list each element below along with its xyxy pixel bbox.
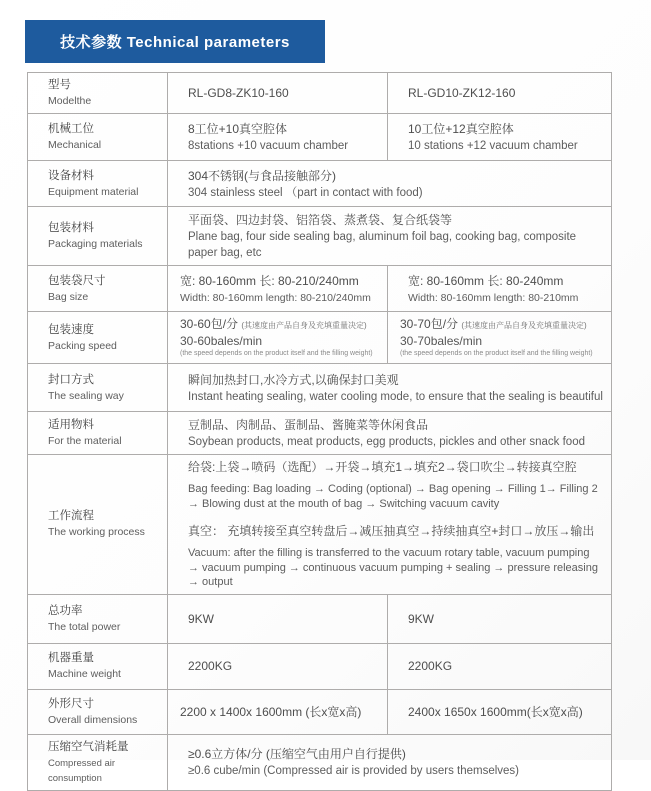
label-zh: 包装材料 (48, 222, 94, 234)
section-title: 技术参数 Technical parameters (60, 34, 290, 51)
table-row-bag-size (28, 266, 612, 312)
cell-machine-weight-b (388, 643, 612, 689)
speed-note-en: (the speed depends on the product itself and the filling weight) (400, 350, 593, 357)
parameters-table (27, 72, 612, 791)
value-line: RL-GD10-ZK12-160 (408, 86, 516, 100)
label-zh: 包装速度 (48, 323, 94, 336)
speed-note-en: (the speed depends on the product itself and the filling weight) (180, 350, 373, 357)
cell-equipment-material (168, 161, 612, 207)
value-line-en: Plane bag, four side sealing bag, aluminum foil bag, cooking bag, composite paper bag, etc (188, 231, 577, 259)
value-line-zh: 豆制品、肉制品、蛋制品、酱腌菜等休闲食品 (188, 418, 429, 432)
value-line-zh: 304不锈钢(与食品接触部分) (188, 168, 337, 183)
value-line-zh: ≥0.6立方体/分 (压缩空气由用户自行提供) (188, 747, 406, 761)
row-label-packaging-materials (28, 207, 168, 266)
table-row-mechanical (28, 114, 612, 161)
cell-working-process (168, 455, 612, 595)
value-line: 9KW (188, 611, 215, 626)
cell-mechanical-b (388, 114, 612, 161)
cell-total-power-a (168, 594, 388, 643)
value-line-en: 10 stations +12 vacuum chamber (408, 140, 578, 152)
value-line-zh: 宽: 80-160mm 长: 80-210/240mm (180, 273, 359, 288)
table-row-working-process (28, 455, 612, 595)
value-line: RL-GD8-ZK10-160 (188, 86, 289, 100)
label-en: Machine weight (48, 668, 121, 680)
cell-for-material (168, 412, 612, 455)
cell-mechanical-a (168, 114, 388, 161)
cell-sealing-way (168, 364, 612, 412)
process-vacuum-en: Vacuum: after the filling is transferred to the vacuum rotary table, vacuum pumping → vacuum pumping → continuous vacuum pumping + sealing → pressure releasing → output (188, 547, 598, 588)
row-label-working-process (28, 455, 168, 595)
label-zh: 机器重量 (48, 652, 94, 664)
value-line-en: Width: 80-160mm length: 80-210mm (408, 291, 579, 304)
cell-bag-size-a (168, 266, 388, 312)
value-line-en: Soybean products, meat products, egg products, pickles and other snack food (188, 436, 585, 448)
label-zh: 压缩空气消耗量 (48, 740, 129, 753)
process-vacuum-zh: 真空： 充填转接至真空转盘后→减压抽真空→持续抽真空+封口→放压→输出 (188, 524, 595, 538)
value-line-zh: 瞬间加热封口,水冷方式,以确保封口美观 (188, 372, 399, 387)
cell-total-power-b (388, 594, 612, 643)
label-en: The working process (48, 526, 145, 539)
speed-value-zh (180, 316, 379, 334)
table-row-equipment-material (28, 161, 612, 207)
label-en: For the material (48, 435, 122, 447)
table-row-model (28, 73, 612, 114)
value-line-en: 8stations +10 vacuum chamber (188, 140, 349, 152)
table-row-overall-dimensions (28, 689, 612, 734)
cell-packing-speed-b (388, 312, 612, 364)
value-line-zh: 平面袋、四边封袋、铝箔袋、蒸煮袋、复合纸袋等 (188, 213, 453, 227)
process-bag-en: Bag feeding: Bag loading → Coding (optional) → Bag opening → Filling 1→ Filling 2 → Blowing dust at the mouth of bag → Switching vacuum cavity (188, 483, 598, 510)
value-line: 9KW (408, 611, 435, 626)
table-row-packaging-materials (28, 207, 612, 266)
speed-value-en: 30-60bales/min (180, 334, 263, 348)
label-zh: 工作流程 (48, 510, 94, 523)
value-line: 2400x 1650x 1600mm(长x宽x高) (408, 704, 583, 719)
label-en: The total power (48, 620, 121, 633)
label-zh: 封口方式 (48, 373, 94, 386)
speed-note-zh: (其速度由产品自身及充填重量决定) (241, 321, 367, 330)
row-label-model (28, 73, 168, 114)
value-line-en: Width: 80-160mm length: 80-210/240mm (180, 291, 371, 304)
label-zh: 外形尺寸 (48, 697, 94, 710)
value-line-en: Instant heating sealing, water cooling mode, to ensure that the sealing is beautiful (188, 390, 603, 403)
table-row-for-material (28, 412, 612, 455)
row-label-for-material (28, 412, 168, 455)
label-zh: 包装袋尺寸 (48, 274, 106, 287)
label-en: Mechanical (48, 139, 102, 151)
row-label-compressed-air (28, 734, 168, 790)
table-row-total-power (28, 594, 612, 643)
cell-packaging-materials (168, 207, 612, 266)
value-line-en: ≥0.6 cube/min (Compressed air is provided by users themselves) (188, 765, 520, 777)
cell-packing-speed-a (168, 312, 388, 364)
value-line: 2200KG (188, 659, 233, 673)
value-line-en: 304 stainless steel （part in contact with food) (188, 186, 423, 199)
cell-bag-size-b (388, 266, 612, 312)
label-en: Overall dimensions (48, 713, 138, 726)
label-zh: 型号 (48, 79, 71, 91)
speed-value-zh (400, 316, 603, 334)
row-label-mechanical (28, 114, 168, 161)
row-label-equipment-material (28, 161, 168, 207)
table-row-sealing-way (28, 364, 612, 412)
cell-dimensions-a (168, 689, 388, 734)
section-title-banner (25, 20, 325, 63)
row-label-total-power (28, 594, 168, 643)
label-en: Packaging materials (48, 238, 143, 250)
cell-model-a (168, 73, 388, 114)
label-en: Compressed air consumption (48, 757, 116, 784)
speed-main: 30-70包/分 (400, 317, 459, 331)
row-label-overall-dimensions (28, 689, 168, 734)
table-row-packing-speed (28, 312, 612, 364)
value-line-zh: 8工位+10真空腔体 (188, 122, 288, 136)
row-label-bag-size (28, 266, 168, 312)
label-zh: 适用物料 (48, 419, 94, 431)
label-en: Packing speed (48, 339, 117, 352)
label-zh: 总功率 (48, 604, 83, 617)
label-en: Bag size (48, 290, 89, 303)
speed-main: 30-60包/分 (180, 317, 239, 331)
row-label-packing-speed (28, 312, 168, 364)
cell-machine-weight-a (168, 643, 388, 689)
label-zh: 机械工位 (48, 123, 94, 135)
process-bag-zh: 给袋:上袋→喷码（选配）→开袋→填充1→填充2→袋口吹尘→转接真空腔 (188, 460, 577, 474)
speed-value-en: 30-70bales/min (400, 334, 483, 348)
row-label-sealing-way (28, 364, 168, 412)
value-line-zh: 10工位+12真空腔体 (408, 122, 514, 136)
cell-compressed-air (168, 734, 612, 790)
speed-note-zh: (其速度由产品自身及充填重量决定) (461, 321, 587, 330)
table-row-machine-weight (28, 643, 612, 689)
table-row-compressed-air (28, 734, 612, 790)
label-en: Modelthe (48, 95, 92, 107)
value-line-zh: 宽: 80-160mm 长: 80-240mm (408, 273, 564, 288)
label-en: The sealing way (48, 389, 124, 402)
row-label-machine-weight (28, 643, 168, 689)
value-line: 2200KG (408, 659, 453, 673)
label-zh: 设备材料 (48, 169, 94, 182)
value-line: 2200 x 1400x 1600mm (长x宽x高) (180, 704, 362, 719)
label-en: Equipment material (48, 185, 139, 198)
cell-dimensions-b (388, 689, 612, 734)
cell-model-b (388, 73, 612, 114)
